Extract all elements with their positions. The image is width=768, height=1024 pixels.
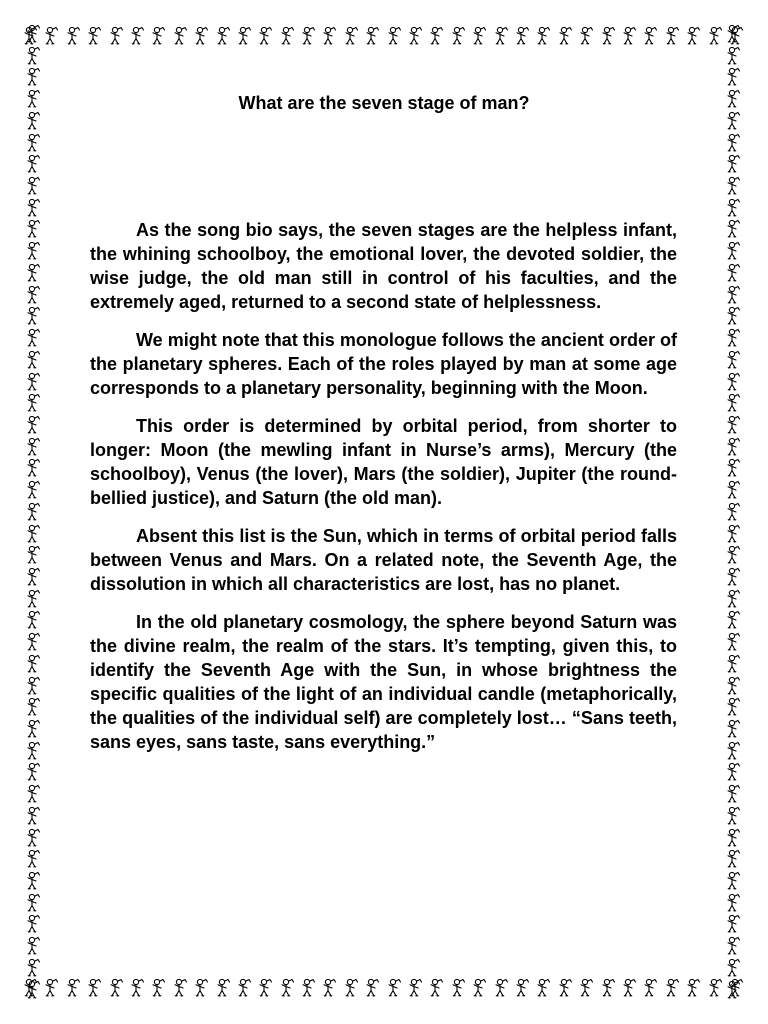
cartoon-figure-icon (25, 545, 43, 565)
cartoon-figure-icon (108, 26, 126, 46)
cartoon-figure-icon (725, 437, 743, 457)
cartoon-figure-icon (621, 978, 639, 998)
border-right (722, 24, 746, 1000)
cartoon-figure-icon (725, 219, 743, 239)
cartoon-figure-icon (725, 263, 743, 283)
paragraph: Absent this list is the Sun, which in terms of orbital period falls between Venus and Mars. On a related note, the Seventh Age, the dissolution in which all characteristics are lost, has no planet. (90, 526, 677, 594)
cartoon-figure-icon (25, 589, 43, 609)
cartoon-figure-icon (725, 154, 743, 174)
cartoon-figure-icon (150, 26, 168, 46)
border-top (22, 24, 746, 48)
cartoon-figure-icon (725, 133, 743, 153)
cartoon-figure-icon (725, 198, 743, 218)
cartoon-figure-icon (25, 133, 43, 153)
cartoon-figure-icon (471, 26, 489, 46)
cartoon-figure-icon (257, 978, 275, 998)
cartoon-figure-icon (236, 978, 254, 998)
cartoon-figure-icon (514, 978, 532, 998)
cartoon-figure-icon (725, 958, 743, 978)
cartoon-figure-icon (557, 26, 575, 46)
cartoon-figure-icon (86, 978, 104, 998)
cartoon-figure-icon (25, 849, 43, 869)
cartoon-figure-icon (725, 350, 743, 370)
cartoon-figure-icon (578, 978, 596, 998)
cartoon-figure-icon (25, 610, 43, 630)
cartoon-figure-icon (300, 978, 318, 998)
cartoon-figure-icon (25, 524, 43, 544)
cartoon-figure-icon (25, 219, 43, 239)
cartoon-figure-icon (407, 26, 425, 46)
cartoon-figure-icon (129, 978, 147, 998)
paragraph: This order is determined by orbital period, from shorter to longer: Moon (the mewling infant in Nurse’s arms), Mercury (the schoolboy), Venus (the lover), Mars (the soldier), Jupiter (the round-bellied justice), and Saturn (the old man). (90, 416, 677, 508)
border-bottom (22, 976, 746, 1000)
cartoon-figure-icon (215, 26, 233, 46)
cartoon-figure-icon (725, 328, 743, 348)
cartoon-figure-icon (257, 26, 275, 46)
cartoon-figure-icon (725, 502, 743, 522)
cartoon-figure-icon (25, 632, 43, 652)
cartoon-figure-icon (300, 26, 318, 46)
cartoon-figure-icon (172, 26, 190, 46)
cartoon-figure-icon (514, 26, 532, 46)
cartoon-figure-icon (279, 26, 297, 46)
cartoon-figure-icon (450, 26, 468, 46)
cartoon-figure-icon (725, 415, 743, 435)
cartoon-figure-icon (428, 978, 446, 998)
cartoon-figure-icon (364, 26, 382, 46)
cartoon-figure-icon (25, 285, 43, 305)
cartoon-figure-icon (25, 806, 43, 826)
cartoon-figure-icon (725, 589, 743, 609)
cartoon-figure-icon (193, 26, 211, 46)
cartoon-figure-icon (664, 26, 682, 46)
border-left (22, 24, 46, 1000)
cartoon-figure-icon (493, 978, 511, 998)
cartoon-figure-icon (25, 67, 43, 87)
cartoon-figure-icon (535, 978, 553, 998)
cartoon-figure-icon (25, 198, 43, 218)
cartoon-figure-icon (725, 654, 743, 674)
cartoon-figure-icon (25, 741, 43, 761)
cartoon-figure-icon (600, 978, 618, 998)
cartoon-figure-icon (725, 285, 743, 305)
cartoon-figure-icon (725, 610, 743, 630)
cartoon-figure-icon (43, 26, 61, 46)
cartoon-figure-icon (725, 828, 743, 848)
cartoon-figure-icon (685, 26, 703, 46)
cartoon-figure-icon (321, 978, 339, 998)
cartoon-figure-icon (685, 978, 703, 998)
cartoon-figure-icon (25, 350, 43, 370)
cartoon-figure-icon (150, 978, 168, 998)
cartoon-figure-icon (25, 372, 43, 392)
cartoon-figure-icon (364, 978, 382, 998)
cartoon-figure-icon (25, 914, 43, 934)
cartoon-figure-icon (725, 980, 743, 1000)
cartoon-figure-icon (43, 978, 61, 998)
cartoon-figure-icon (25, 176, 43, 196)
cartoon-figure-icon (25, 241, 43, 261)
cartoon-figure-icon (25, 936, 43, 956)
cartoon-figure-icon (321, 26, 339, 46)
page-title: What are the seven stage of man? (238, 93, 530, 113)
cartoon-figure-icon (725, 806, 743, 826)
cartoon-figure-icon (725, 306, 743, 326)
cartoon-figure-icon (725, 241, 743, 261)
cartoon-figure-icon (25, 958, 43, 978)
cartoon-figure-icon (25, 46, 43, 66)
cartoon-figure-icon (725, 567, 743, 587)
cartoon-figure-icon (343, 978, 361, 998)
cartoon-figure-icon (25, 24, 43, 44)
cartoon-figure-icon (535, 26, 553, 46)
cartoon-figure-icon (279, 978, 297, 998)
cartoon-figure-icon (725, 762, 743, 782)
cartoon-figure-icon (642, 26, 660, 46)
cartoon-figure-icon (725, 697, 743, 717)
cartoon-figure-icon (25, 328, 43, 348)
cartoon-figure-icon (25, 480, 43, 500)
cartoon-figure-icon (86, 26, 104, 46)
cartoon-figure-icon (725, 741, 743, 761)
cartoon-figure-icon (65, 26, 83, 46)
cartoon-figure-icon (725, 719, 743, 739)
cartoon-figure-icon (493, 26, 511, 46)
document-body (90, 218, 677, 768)
cartoon-figure-icon (129, 26, 147, 46)
cartoon-figure-icon (725, 936, 743, 956)
cartoon-figure-icon (578, 26, 596, 46)
cartoon-figure-icon (236, 26, 254, 46)
cartoon-figure-icon (25, 871, 43, 891)
cartoon-figure-icon (407, 978, 425, 998)
cartoon-figure-icon (25, 828, 43, 848)
cartoon-figure-icon (25, 502, 43, 522)
cartoon-figure-icon (725, 24, 743, 44)
cartoon-figure-icon (386, 978, 404, 998)
cartoon-figure-icon (725, 871, 743, 891)
cartoon-figure-icon (65, 978, 83, 998)
cartoon-figure-icon (25, 263, 43, 283)
cartoon-figure-icon (664, 978, 682, 998)
cartoon-figure-icon (621, 26, 639, 46)
cartoon-figure-icon (25, 676, 43, 696)
cartoon-figure-icon (172, 978, 190, 998)
cartoon-figure-icon (215, 978, 233, 998)
cartoon-figure-icon (25, 306, 43, 326)
cartoon-figure-icon (25, 154, 43, 174)
paragraph: As the song bio says, the seven stages are the helpless infant, the whining schoolboy, the emotional lover, the devoted soldier, the wise judge, the old man still in control of his faculties, and the extremely aged, returned to a second state of helplessness. (90, 220, 677, 312)
cartoon-figure-icon (450, 978, 468, 998)
cartoon-figure-icon (25, 415, 43, 435)
cartoon-figure-icon (25, 719, 43, 739)
cartoon-figure-icon (725, 458, 743, 478)
cartoon-figure-icon (25, 980, 43, 1000)
cartoon-figure-icon (725, 914, 743, 934)
cartoon-figure-icon (108, 978, 126, 998)
cartoon-figure-icon (25, 762, 43, 782)
cartoon-figure-icon (428, 26, 446, 46)
cartoon-figure-icon (25, 697, 43, 717)
cartoon-figure-icon (600, 26, 618, 46)
cartoon-figure-icon (343, 26, 361, 46)
cartoon-figure-icon (386, 26, 404, 46)
cartoon-figure-icon (725, 524, 743, 544)
cartoon-figure-icon (25, 393, 43, 413)
cartoon-figure-icon (725, 545, 743, 565)
cartoon-figure-icon (725, 480, 743, 500)
cartoon-figure-icon (193, 978, 211, 998)
cartoon-figure-icon (25, 784, 43, 804)
cartoon-figure-icon (25, 893, 43, 913)
cartoon-figure-icon (725, 393, 743, 413)
cartoon-figure-icon (25, 654, 43, 674)
cartoon-figure-icon (471, 978, 489, 998)
cartoon-figure-icon (25, 567, 43, 587)
paragraph: We might note that this monologue follows the ancient order of the planetary spheres. Each of the roles played by man at some age corresponds to a planetary personality, beginning with the Moon. (90, 330, 677, 398)
cartoon-figure-icon (725, 372, 743, 392)
cartoon-figure-icon (725, 676, 743, 696)
cartoon-figure-icon (725, 176, 743, 196)
paragraph: In the old planetary cosmology, the sphere beyond Saturn was the divine realm, the realm of the stars. It’s tempting, given this, to identify the Seventh Age with the Sun, in whose brightness the specific qualities of the light of an individual candle (metaphorically, the qualities of the individual self) are completely lost… “Sans teeth, sans eyes, sans taste, sans everything.” (90, 612, 677, 752)
cartoon-figure-icon (725, 632, 743, 652)
cartoon-figure-icon (25, 458, 43, 478)
cartoon-figure-icon (725, 46, 743, 66)
cartoon-figure-icon (725, 784, 743, 804)
cartoon-figure-icon (25, 437, 43, 457)
cartoon-figure-icon (642, 978, 660, 998)
cartoon-figure-icon (557, 978, 575, 998)
cartoon-figure-icon (725, 67, 743, 87)
cartoon-figure-icon (725, 893, 743, 913)
cartoon-figure-icon (725, 849, 743, 869)
